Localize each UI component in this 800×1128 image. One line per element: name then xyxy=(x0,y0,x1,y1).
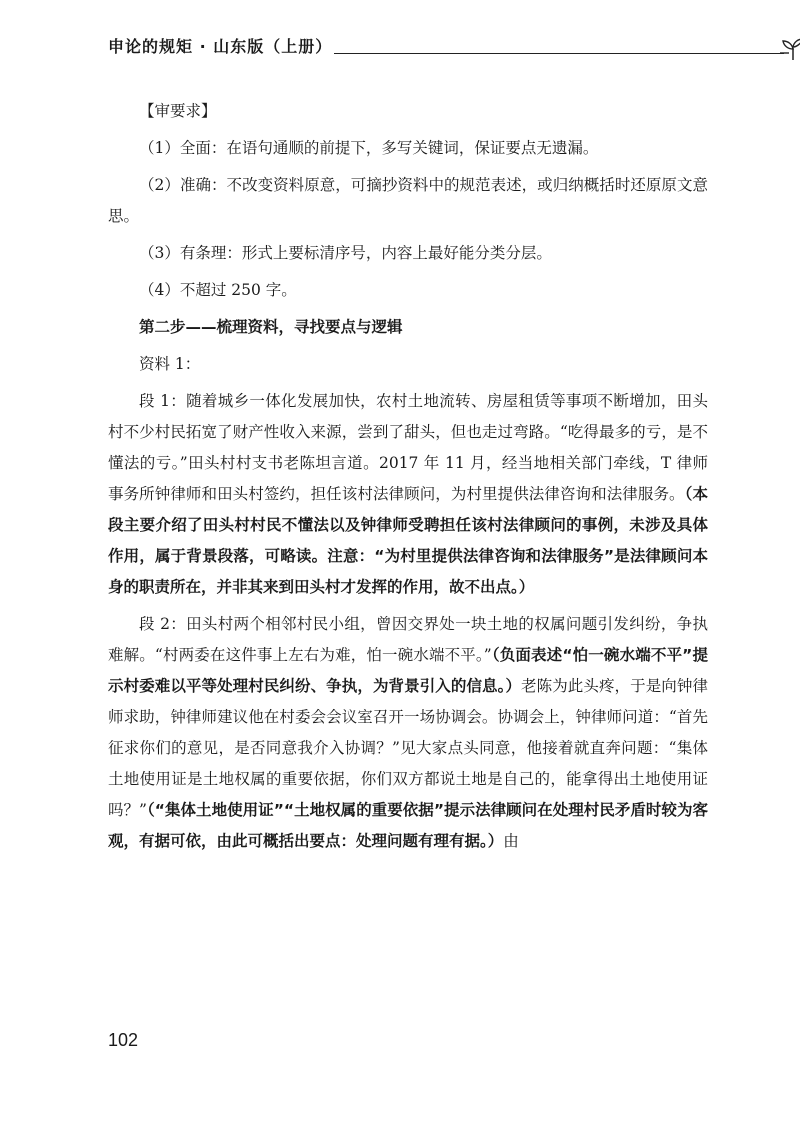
paragraph-2-text-a: 段 2：田头村两个相邻村民小组，曾因交界处一块土地的权属问题引发纠纷，争执难解。“村两委在这件事上左右为难，怕一碗水端不平。” xyxy=(108,615,708,664)
paragraph-2-tail: 由 xyxy=(503,832,519,850)
paragraph-2-note-b: （“集体土地使用证”“土地权属的重要依据”提示法律顾问在处理村民矛盾时较为客观，有据可依，由此可概括出要点：处理问题有理有据。） xyxy=(108,801,708,850)
paragraph-2-text-b: 老陈为此头疼，于是向钟律师求助，钟律师建议他在村委会会议室召开一场协调会。协调会上，钟律师问道：“首先征求你们的意见，是否同意我介入协调？”见大家点头同意，他接着就直奔问题：“集体土地使用证是土地权属的重要依据，你们双方都说土地是自己的，能拿得出土地使用证吗？” xyxy=(108,677,708,819)
step-2-heading: 第二步——梳理资料，寻找要点与逻辑 xyxy=(139,318,403,336)
paragraph-2 xyxy=(108,609,708,857)
requirement-1: （1）全面：在语句通顺的前提下，多写关键词，保证要点无遗漏。 xyxy=(139,139,599,157)
book-title: 申论的规矩 · 山东版（上册） xyxy=(108,37,333,56)
paragraph-2-note-a: （负面表述“怕一碗水端不平”提示村委难以平等处理村民纠纷、争执，为背景引入的信息。） xyxy=(108,646,708,695)
running-header xyxy=(108,32,708,62)
requirements-heading: 【审要求】 xyxy=(139,102,217,120)
paragraph-1-note: （本段主要介绍了田头村村民不懂法以及钟律师受聘担任该村法律顾问的事例，未涉及具体作用，属于背景段落，可略读。注意：“为村里提供法律咨询和法律服务”是法律顾问本身的职责所在，并非其来到田头村才发挥的作用，故不出点。） xyxy=(108,485,708,596)
page-content xyxy=(108,96,708,863)
material-label: 资料 1： xyxy=(139,355,201,373)
sprout-icon xyxy=(780,36,800,62)
paragraph-1-text: 段 1：随着城乡一体化发展加快，农村土地流转、房屋租赁等事项不断增加，田头村不少村民拓宽了财产性收入来源，尝到了甜头，但也走过弯路。“吃得最多的亏，是不懂法的亏。”田头村村支书老陈坦言道。2017 年 11 月，经当地相关部门牵线，T 律师事务所钟律师和田头村签约，担任该村法律顾问，为村里提供法律咨询和法律服务。 xyxy=(108,392,708,503)
requirement-4: （4）不超过 250 字。 xyxy=(139,281,297,299)
requirement-2: （2）准确：不改变资料原意，可摘抄资料中的规范表述，或归纳概括时还原原文意思。 xyxy=(108,176,708,225)
requirement-3: （3）有条理：形式上要标清序号，内容上最好能分类分层。 xyxy=(139,244,552,262)
header-rule xyxy=(334,53,784,54)
page-number: 102 xyxy=(108,1030,139,1050)
paragraph-1 xyxy=(108,386,708,603)
